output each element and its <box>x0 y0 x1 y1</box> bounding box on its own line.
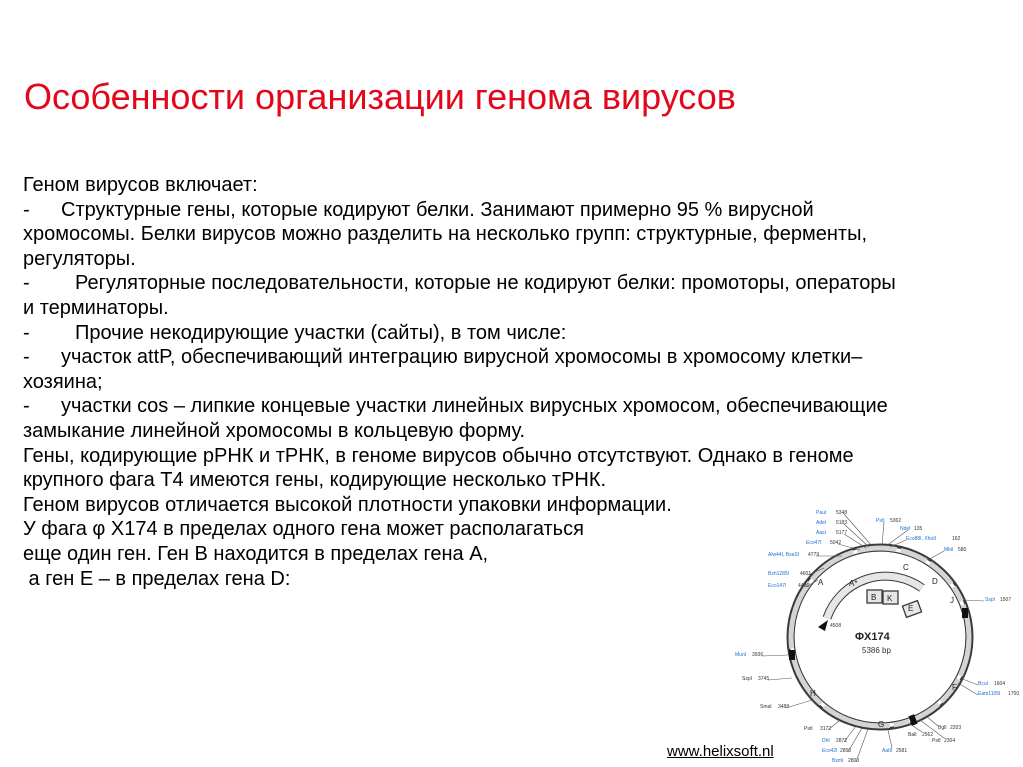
site-label: MbiI <box>944 547 954 553</box>
paragraph-line: крупного фага Т4 имеются гены, кодирующие несколько тРНК. <box>23 469 607 492</box>
list-item-3 <box>23 321 1023 346</box>
paragraph-line: Гены, кодирующие рРНК и тРНК, в геноме вирусов обычно отсутствуют. Однако в геноме <box>23 444 854 467</box>
site-labels-left <box>735 510 859 764</box>
gene-label: K <box>887 594 893 603</box>
list-item-1-cont: регуляторы. <box>23 247 136 270</box>
site-position: 4601 <box>800 571 812 577</box>
site-position: 2562 <box>922 732 934 738</box>
site-label: SmaI <box>760 704 772 710</box>
site-label: BalI <box>908 732 917 738</box>
genome-name: ΦX174 <box>855 631 890 643</box>
list-item-1-cont: хромосомы. Белки вирусов можно разделить на несколько групп: структурные, ферменты, <box>23 223 867 246</box>
gene-label: B <box>871 593 877 602</box>
gene-label: E <box>908 604 914 613</box>
site-label: PauI <box>816 510 827 516</box>
list-item-5 <box>23 394 1023 419</box>
list-dash: - <box>23 395 30 418</box>
phix174-genome-map <box>732 500 1023 767</box>
site-position: 2581 <box>896 748 908 754</box>
site-label: Alw44I, BsaSI <box>768 552 800 558</box>
site-label: Eco88I, XhoII <box>906 536 937 542</box>
site-label: AatII <box>882 748 893 754</box>
site-position: 2800 <box>848 758 860 764</box>
list-item-5-text: участки cos – липкие концевые участки линейных вирусных хромосом, обеспечивающие <box>61 395 888 418</box>
list-item-3-text: Прочие некодирующие участки (сайты), в том числе: <box>75 321 567 344</box>
ring-marker <box>962 608 968 618</box>
site-position: 2203 <box>950 725 962 731</box>
site-label: BcuI <box>978 681 989 687</box>
site-label: NdeI <box>900 526 911 532</box>
genome-size: 5386 bp <box>862 646 891 655</box>
site-label: SspI <box>742 676 753 682</box>
site-label: Eco42I <box>822 748 838 754</box>
list-item-1 <box>23 198 1023 223</box>
gene-label: A* <box>849 579 858 588</box>
intro-line: Геном вирусов включает: <box>23 174 258 196</box>
site-label: Bsh1285I <box>768 571 790 577</box>
gene-label: H <box>810 689 816 698</box>
site-label: Eam1105I <box>978 691 1001 697</box>
site-label: DhI <box>822 738 830 744</box>
site-label: AasI <box>816 530 827 536</box>
site-position: 4486 <box>798 583 810 589</box>
site-position: 5348 <box>836 510 848 516</box>
ori-arrow-icon <box>818 620 828 631</box>
site-label: PstI <box>932 738 941 744</box>
list-dash: - <box>23 321 30 344</box>
site-position: 2304 <box>944 738 956 744</box>
list-dash: - <box>23 198 30 221</box>
site-position: 3488 <box>778 704 790 710</box>
site-position: 580 <box>958 547 967 553</box>
site-position: 2850 <box>840 748 852 754</box>
site-position: 5183 <box>836 520 848 526</box>
site-label: MunI <box>735 652 747 658</box>
site-label: AdeI <box>816 520 827 526</box>
site-position: 1604 <box>994 681 1006 687</box>
site-position: 135 <box>914 526 923 532</box>
source-link[interactable]: www.helixsoft.nl <box>667 743 774 760</box>
site-position: 4779 <box>808 552 820 558</box>
paragraph-line: Геном вирусов отличается высокой плотности упаковки информации. <box>23 493 672 516</box>
genome-map-svg <box>732 500 1023 767</box>
list-item-4-text: участок attP, обеспечивающий интеграцию вирусной хромосомы в хромосому клетки– <box>61 346 863 369</box>
site-label: BglI <box>938 725 947 731</box>
site-position: 5042 <box>830 540 842 546</box>
site-position: 1700 <box>1008 691 1020 697</box>
gene-label: J <box>950 596 954 605</box>
site-label: PstI <box>804 726 813 732</box>
list-item-1-text: Структурные гены, которые кодируют белки. Занимают примерно 95 % вирусной <box>61 198 814 221</box>
site-label: PstI <box>876 518 885 524</box>
list-item-4 <box>23 345 1023 370</box>
paragraph-line: а ген Е – в пределах гена D: <box>23 567 291 590</box>
site-position: 3172 <box>820 726 832 732</box>
site-position: 5362 <box>890 518 902 524</box>
site-position: 3745 <box>758 676 770 682</box>
site-position: 3936 <box>752 652 764 658</box>
slide-title: Особенности организации генома вирусов <box>24 76 736 117</box>
list-dash: - <box>23 346 30 369</box>
gene-label: A <box>818 578 824 587</box>
site-label: BsmI <box>832 758 844 764</box>
site-label: Eco47I <box>806 540 822 546</box>
site-position: 2872 <box>836 738 848 744</box>
ring-marker <box>789 650 795 660</box>
gene-label: F <box>952 683 957 692</box>
list-item-2-cont: и терминаторы. <box>23 296 169 319</box>
site-position: 5177 <box>836 530 848 536</box>
site-position: 1507 <box>1000 597 1012 603</box>
site-position: 162 <box>952 536 961 542</box>
list-item-2-text: Регуляторные последовательности, которые не кодируют белки: промоторы, операторы <box>75 272 896 295</box>
site-label: Eco147I <box>768 583 787 589</box>
paragraph-line: У фага φ Х174 в пределах одного гена может располагаться <box>23 518 584 541</box>
paragraph-line: еще один ген. Ген В находится в пределах гена А, <box>23 542 489 565</box>
list-item-4-cont: хозяина; <box>23 370 103 393</box>
gene-label: C <box>903 563 909 572</box>
site-label: SspI <box>985 597 996 603</box>
list-dash: - <box>23 272 30 295</box>
ori-label: 4508 <box>830 623 842 629</box>
gene-label: G <box>878 720 885 729</box>
list-item-2 <box>23 271 1023 296</box>
gene-label: D <box>932 577 938 586</box>
list-item-5-cont: замыкание линейной хромосомы в кольцевую форму. <box>23 419 526 442</box>
